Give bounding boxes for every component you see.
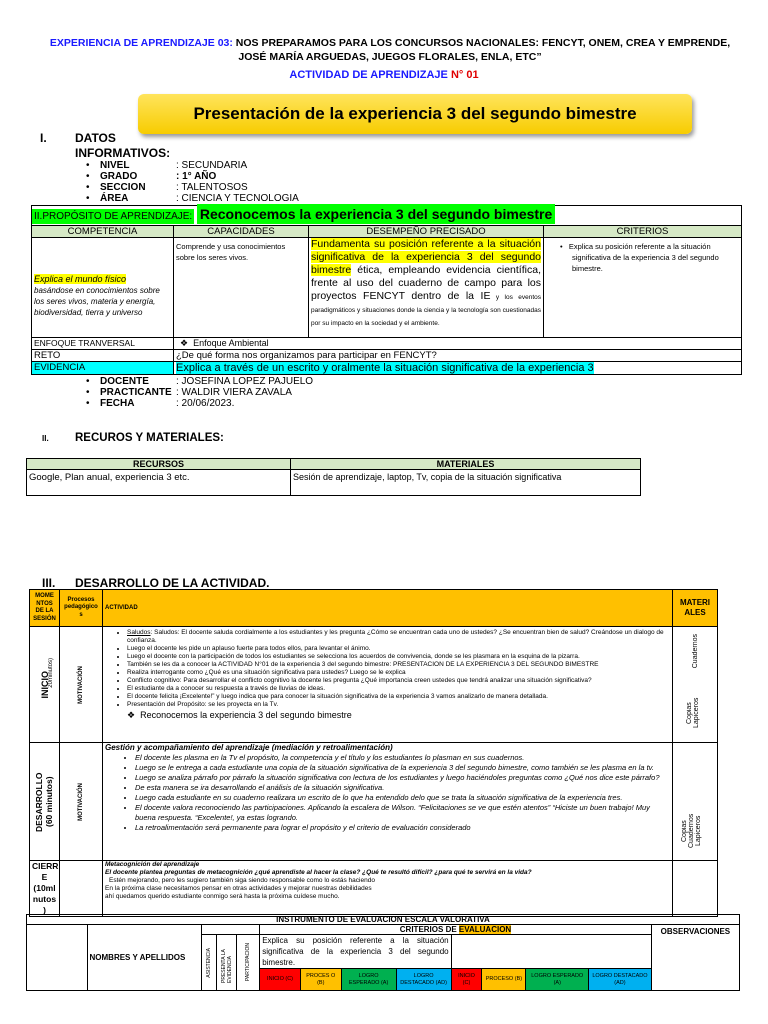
motivacion-label-2: MOTIVACIÓN: [78, 782, 84, 821]
recursos-title: RECUROS Y MATERIALES:: [75, 432, 224, 444]
criterios-header: CRITERIOS DE EVALUACION: [260, 925, 652, 935]
materiales-value: Sesión de aprendizaje, laptop, Tv, copia de la situación significativa: [291, 470, 641, 496]
activity-label: ACTIVIDAD DE APRENDIZAJE: [289, 69, 451, 81]
datos-title-1: DATOS: [75, 131, 116, 145]
table-row: [27, 915, 740, 925]
asistencia-label: ASISTENCIA: [206, 947, 213, 978]
inicio-cell: [30, 627, 60, 743]
header-desempeno: DESEMPEÑO PRECISADO: [309, 226, 544, 238]
enfoque-label: ENFOQUE TRANVERSAL: [32, 338, 174, 350]
recursos-table: [26, 458, 641, 496]
list-item: • SECCION : TALENTOSOS: [86, 182, 248, 193]
cierre-line-3: ahí quedamos querido estudiante conmigo será hasta la próxima cuídese mucho.: [105, 893, 340, 900]
cierre-materials: [673, 861, 718, 917]
table-row: [32, 350, 742, 362]
inicio-label: INICIO: [39, 670, 50, 699]
page-title: Presentación de la experiencia 3 del segundo bimestre: [138, 94, 692, 134]
activity-number: N° 01: [450, 69, 479, 81]
header-procesos: Procesos pedagógico s: [60, 590, 103, 627]
instrumento-table: [26, 914, 740, 991]
criterio-text: Explica su posición referente a la situación significativa de la experiencia 3 del segundo bimestre.: [568, 242, 719, 273]
table-row: [27, 459, 641, 470]
experience-header: [40, 36, 740, 64]
header-momentos: MOME NTOS DE LA SESIÓN: [30, 590, 60, 627]
datos-title-2: INFORMATIVOS:: [75, 146, 171, 160]
list-item: • El estudiante da a conocer su respuesta a través de lluvias de ideas.: [127, 685, 670, 693]
list-item: • Realiza interrogante como ¿Qué es una situación significativa para ustedes? Luego se le explica: [127, 669, 670, 677]
table-row: [27, 925, 740, 935]
activity-header: [0, 69, 768, 81]
desarrollo-title: DESARROLLO DE LA ACTIVIDAD.: [75, 576, 270, 590]
instrumento-title: INSTRUMENTO DE EVALUACION ESCALA VALORATIVA: [27, 915, 740, 925]
level-cell: LOGRO ESPERADO (A): [341, 969, 396, 991]
table-row: [32, 362, 742, 375]
empty-cell: [27, 925, 88, 991]
header-competencia: COMPETENCIA: [32, 226, 174, 238]
desarrollo-materials-cell: [673, 743, 718, 861]
table-row: [30, 861, 718, 917]
level-cell: PROCES O (B): [300, 969, 341, 991]
level-cell: INICIO (C): [260, 969, 301, 991]
list-item: • FECHA : 20/06/2023.: [86, 398, 235, 409]
inicio-activity: • Saludos: Saludos: El docente saluda cordialmente a los estudiantes y les pregunta ¿Cómo se encuentran cada uno de ustedes? ¿Se encuentran bien de salud? Creándose un dialogo de confianza. • Luego el docente les pide un aplauso fuerte para todos ellos, para levantar el ánimo. • Luego el docente con la participación de todos los estudiantes se selecciona los acuerdos de convivencia, donde se les plasmara en la esquina de la pizarra. • También se les da a conocer la ACTIVIDAD N°01 de la experiencia 3 del segundo bimestre: PRESENTACION DE LA EXPERIENCIA 3 DEL SEGUNDO BIMESTRE • Realiza interrogante como ¿Qué es una situación significativa para ustedes? Luego se le explica • Conflicto cognitivo: Para desarrollar el conflicto cognitivo la docente les pregunta ¿Qué importancia creen ustedes que tendrá analizar una situación significativa? • El estudiante da a conocer su respuesta a través de lluvias de ideas. • El docente felicita ¡Excelente!” y luego indica que para conocer la situación significativa de la experiencia 3 vamos analizarlo de manera detallada. • Presentación del Propósito: se les proyecta en la Tv. ❖ Reconocemos la experiencia 3 del segundo bimestre: [103, 627, 673, 743]
participacion-label: PARTICIPACION: [245, 943, 252, 982]
desempeno-small: y los eventos paradigmáticos y situaciones donde la ciencia y la tecnología son cuestionadas por su impacto en la sociedad y el ambiente.: [311, 294, 541, 327]
section-numeral-3: III.: [42, 576, 56, 590]
list-item: • La retroalimentación será permanente para lograr el propósito y el criterio de evaluación considerado: [135, 823, 670, 833]
enfoque-cell: ❖ Enfoque Ambiental: [174, 338, 742, 350]
table-row: [30, 743, 718, 861]
cierre-activity: [103, 861, 673, 917]
list-item: • Conflicto cognitivo: Para desarrollar el conflicto cognitivo la docente les pregunta ¿Qué importancia creen ustedes que tendrá analizar una situación significativa?: [127, 677, 670, 685]
enfoque-value: Enfoque Ambiental: [193, 338, 269, 348]
table-row: [32, 226, 742, 238]
criterio-empty: [451, 935, 651, 969]
desarrollo-materials: Copias Cuadernos Lapiceros: [681, 813, 702, 849]
list-item: • ÁREA : CIENCIA Y TECNOLOGIA: [86, 193, 299, 204]
inicio-materials-2: Copias Lapiceros: [686, 697, 700, 728]
criterio-cell: • Explica su posición referente a la situación significativa de la experiencia 3 del segundo bimestre.: [544, 238, 742, 338]
list-item: • Luego se le entrega a cada estudiante una copia de la situación significativa de la experiencia 3 del segundo bimestre, como también se les plasma en la tv.: [135, 763, 670, 773]
list-item: • Luego el docente con la participación de todos los estudiantes se selecciona los acuerdos de convivencia, donde se les plasmara en la esquina de la pizarra.: [127, 653, 670, 661]
list-item: • De esta manera se ira desarrollando el análisis de la situación significativa.: [135, 783, 670, 793]
level-cell: LOGRO DESTACADO (AD): [396, 969, 451, 991]
level-cell: INICIO (C): [451, 969, 482, 991]
inicio-materials-1: Cuadernos: [691, 634, 699, 669]
header-capacidades: CAPACIDADES: [174, 226, 309, 238]
criterio-text-cell: Explica su posición referente a la situación significativa de la experiencia 3 del segundo bimestre.: [260, 935, 451, 969]
desarrollo-cell: [30, 743, 60, 861]
nombres-label: NOMBRES Y APELLIDOS: [87, 925, 201, 991]
proposito-label: II.PROPÓSITO DE APRENDIZAJE:: [34, 211, 193, 222]
evidencia-label: EVIDENCIA: [32, 362, 174, 375]
proposito-table: [31, 205, 742, 375]
cierre-label: CIERR E (10ml nutos ): [30, 861, 60, 917]
cierre-heading: Metacognición del aprendizaje: [105, 861, 200, 868]
list-item: • NIVEL : SECUNDARIA: [86, 160, 248, 171]
cierre-empty: [60, 861, 103, 917]
list-item: • Saludos: Saludos: El docente saluda cordialmente a los estudiantes y les pregunta ¿Cómo se encuentran cada uno de ustedes? ¿Se encuentran bien de salud? Creándose un dialogo de confianza.: [127, 629, 670, 645]
list-item: • Luego el docente les pide un aplauso fuerte para todos ellos, para levantar el ánimo.: [127, 645, 670, 653]
header-materiales: MATERIALES: [291, 459, 641, 470]
header-actividad: ACTIVIDAD: [103, 590, 673, 627]
list-item: • El docente felicita ¡Excelente!” y luego indica que para conocer la situación significativa de la experiencia 3 vamos analizarlo de manera detallada.: [127, 693, 670, 701]
section-numeral-1: I.: [40, 131, 47, 145]
level-cell: LOGRO DESTACADO (AD): [589, 969, 652, 991]
evidencia-cell: [174, 362, 742, 375]
presenta-label: PRESENTA LA EVIDENCIA: [220, 948, 233, 983]
list-item: • El docente les plasma en la Tv el propósito, la competencia y el título y los estudiantes lo plasman en sus cuadernos.: [135, 753, 670, 763]
motivacion-cell: [60, 627, 103, 743]
desempeno-cell: [309, 238, 544, 338]
list-item: • También se les da a conocer la ACTIVIDAD N°01 de la experiencia 3 del segundo bimestre: PRESENTACION DE LA EXPERIENCIA 3 DEL SEGUNDO BIMESTRE: [127, 661, 670, 669]
reto-label: RETO: [32, 350, 174, 362]
level-cell: PROCESO (B): [482, 969, 526, 991]
level-cell: LOGRO ESPERADO (A): [526, 969, 589, 991]
desarrollo-label: DESARROLLO (60 minutos): [33, 771, 54, 832]
list-item: • PRACTICANTE : WALDIR VIERA ZAVALA: [86, 387, 292, 398]
inicio-time: 20minutos): [48, 658, 54, 688]
datos-list: [86, 160, 386, 204]
observaciones-label: OBSERVACIONES: [651, 925, 739, 991]
list-item: • El docente valora reconociendo las participaciones. Aplicando la escalera de Wilson. “Felicitaciones se ve que estén atentos” “Hiciste un buen trabajo! Muy buena respuesta. “Excelente!, ya estas logrando.: [135, 803, 670, 823]
list-item: • Luego cada estudiante en su cuaderno realizara un escrito de lo que ha entendido delo que se trata la situación significativa de la experiencia tres.: [135, 793, 670, 803]
motivacion-cell-2: [60, 743, 103, 861]
table-row: [27, 470, 641, 496]
desarrollo-heading: Gestión y acompañamiento del aprendizaje (mediación y retroalimentación): [105, 743, 393, 752]
competencia-text: basándose en conocimientos sobre los seres vivos, materia y energía, biodiversidad, tierra y universo: [34, 285, 160, 317]
table-row: [32, 338, 742, 350]
section-numeral-2: II.: [42, 434, 49, 443]
desarrollo-activity: [103, 743, 673, 861]
competencia-cell: [32, 238, 174, 338]
experience-label: EXPERIENCIA DE APRENDIZAJE 03:: [49, 37, 233, 49]
list-item: • GRADO : 1° AÑO: [86, 171, 217, 182]
list-item: • Luego se analiza párrafo por párrafo la situación significativa con lectura de los estudiantes y luego haciéndoles preguntas como ¿Qué nos dice este párrafo?: [135, 773, 670, 783]
proposito-row: [32, 206, 742, 226]
inicio-purpose: Reconocemos la experiencia 3 del segundo bimestre: [140, 710, 352, 720]
table-row: [32, 238, 742, 338]
evidencia-value: Explica a través de un escrito y oralmente la situación significativa de la experiencia 3: [176, 362, 594, 374]
desempeno-rest: ética, empleando evidencia científica, frente al uso del cuaderno de campo para los proyectos FENCYT dentro de la IE: [311, 264, 541, 302]
header-recursos: RECURSOS: [27, 459, 291, 470]
proposito-text: Reconocemos la experiencia 3 del segundo bimestre: [197, 204, 555, 224]
datos-list-2: [86, 376, 386, 409]
table-row: [30, 590, 718, 627]
experience-text: NOS PREPARAMOS PARA LOS CONCURSOS NACIONALES: FENCYT, ONEM, CREA Y EMPRENDE, JOSÉ MARÍA ARGUEDAS, JUEGOS FLORALES, ENLA, ETC”: [232, 37, 731, 63]
header-materiales: MATERI ALES: [673, 590, 718, 627]
table-row: [30, 627, 718, 743]
capacidad-cell: Comprende y usa conocimientos sobre los seres vivos.: [174, 238, 309, 338]
cierre-line-2: En la próxima clase necesitamos pensar en otras actividades y mejorar nuestras debilidades: [105, 885, 372, 892]
list-item: • Presentación del Propósito: se les proyecta en la Tv.: [127, 701, 670, 709]
cierre-question: El docente plantea preguntas de metacognición ¿qué aprendiste al hacer la clase? ¿Qué te resultó difícil? ¿para qué te servirá en la vida?: [105, 869, 532, 876]
recursos-value: Google, Plan anual, experiencia 3 etc.: [27, 470, 291, 496]
competencia-title: Explica el mundo físico: [34, 273, 127, 284]
cierre-line-1: Estén mejorando, pero les sugiero también siga siendo responsable como lo estás haciendo: [109, 877, 375, 884]
reto-value: ¿De qué forma nos organizamos para participar en FENCYT?: [174, 350, 742, 362]
desempeno-highlight: Fundamenta su posición referente a la situación significativa de la experiencia 3 del segundo bimestre: [311, 238, 541, 276]
inicio-materials: [673, 627, 718, 743]
motivacion-label: MOTIVACIÓN: [78, 665, 84, 704]
list-item: • DOCENTE : JOSEFINA LOPEZ PAJUELO: [86, 376, 314, 387]
header-criterios: CRITERIOS: [544, 226, 742, 238]
desarrollo-table: [29, 589, 718, 917]
